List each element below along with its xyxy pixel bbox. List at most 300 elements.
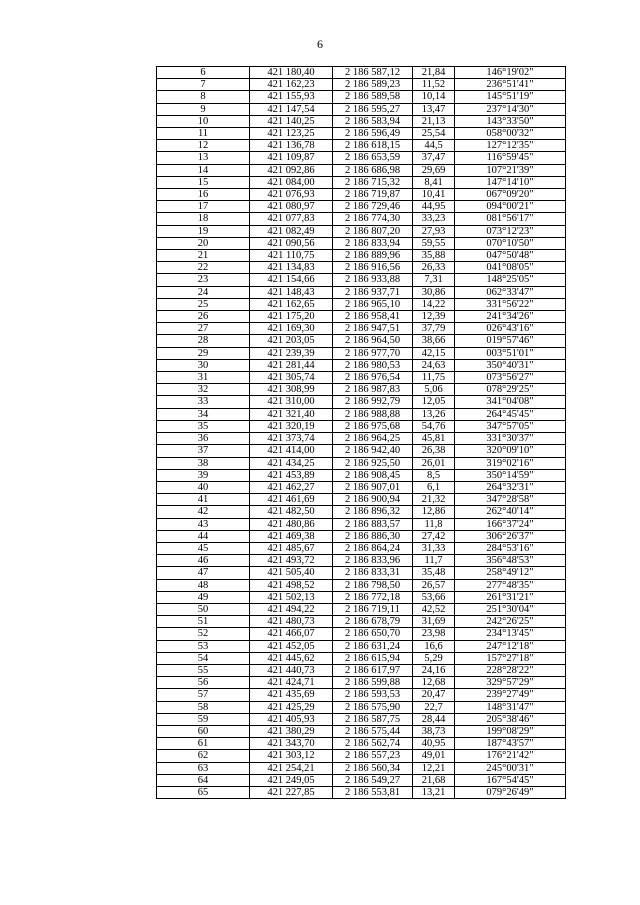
y-coordinate-cell: 2 186 715,32 xyxy=(333,176,413,188)
bearing-cell: 116°59'45" xyxy=(455,152,566,164)
x-coordinate-cell: 421 239,39 xyxy=(250,347,333,359)
x-coordinate-cell: 421 405,93 xyxy=(250,713,333,725)
distance-cell: 29,69 xyxy=(413,164,455,176)
point-number-cell: 18 xyxy=(157,213,250,225)
table-row xyxy=(157,701,566,713)
point-number-cell: 54 xyxy=(157,652,250,664)
table-row xyxy=(157,762,566,774)
bearing-cell: 187°43'57" xyxy=(455,738,566,750)
distance-cell: 24,63 xyxy=(413,359,455,371)
table-row xyxy=(157,603,566,615)
distance-cell: 44,95 xyxy=(413,201,455,213)
x-coordinate-cell: 421 136,78 xyxy=(250,140,333,152)
table-row xyxy=(157,579,566,591)
point-number-cell: 58 xyxy=(157,701,250,713)
bearing-cell: 242°26'25" xyxy=(455,616,566,628)
x-coordinate-cell: 421 498,52 xyxy=(250,579,333,591)
bearing-cell: 127°12'35" xyxy=(455,140,566,152)
y-coordinate-cell: 2 186 900,94 xyxy=(333,494,413,506)
x-coordinate-cell: 421 425,29 xyxy=(250,701,333,713)
table-row xyxy=(157,237,566,249)
distance-cell: 10,14 xyxy=(413,91,455,103)
x-coordinate-cell: 421 090,56 xyxy=(250,237,333,249)
point-number-cell: 14 xyxy=(157,164,250,176)
distance-cell: 5,06 xyxy=(413,384,455,396)
y-coordinate-cell: 2 186 883,57 xyxy=(333,518,413,530)
distance-cell: 13,47 xyxy=(413,103,455,115)
distance-cell: 30,86 xyxy=(413,286,455,298)
point-number-cell: 39 xyxy=(157,469,250,481)
y-coordinate-cell: 2 186 557,23 xyxy=(333,750,413,762)
distance-cell: 35,48 xyxy=(413,567,455,579)
table-row xyxy=(157,176,566,188)
table-row xyxy=(157,347,566,359)
point-number-cell: 31 xyxy=(157,372,250,384)
x-coordinate-cell: 421 480,73 xyxy=(250,616,333,628)
y-coordinate-cell: 2 186 589,23 xyxy=(333,79,413,91)
y-coordinate-cell: 2 186 833,96 xyxy=(333,555,413,567)
x-coordinate-cell: 421 249,05 xyxy=(250,774,333,786)
x-coordinate-cell: 421 434,25 xyxy=(250,457,333,469)
distance-cell: 6,1 xyxy=(413,481,455,493)
point-number-cell: 10 xyxy=(157,115,250,127)
point-number-cell: 28 xyxy=(157,335,250,347)
y-coordinate-cell: 2 186 596,49 xyxy=(333,128,413,140)
point-number-cell: 48 xyxy=(157,579,250,591)
point-number-cell: 38 xyxy=(157,457,250,469)
bearing-cell: 078°29'25" xyxy=(455,384,566,396)
y-coordinate-cell: 2 186 562,74 xyxy=(333,738,413,750)
point-number-cell: 63 xyxy=(157,762,250,774)
table-row xyxy=(157,433,566,445)
x-coordinate-cell: 421 305,74 xyxy=(250,372,333,384)
bearing-cell: 331°56'22" xyxy=(455,298,566,310)
table-row xyxy=(157,518,566,530)
point-number-cell: 32 xyxy=(157,384,250,396)
bearing-cell: 234°13'45" xyxy=(455,628,566,640)
x-coordinate-cell: 421 180,40 xyxy=(250,67,333,79)
distance-cell: 54,76 xyxy=(413,420,455,432)
point-number-cell: 17 xyxy=(157,201,250,213)
point-number-cell: 11 xyxy=(157,128,250,140)
table-row xyxy=(157,91,566,103)
table-row xyxy=(157,506,566,518)
point-number-cell: 23 xyxy=(157,274,250,286)
bearing-cell: 228°28'22" xyxy=(455,664,566,676)
y-coordinate-cell: 2 186 583,94 xyxy=(333,115,413,127)
point-number-cell: 30 xyxy=(157,359,250,371)
y-coordinate-cell: 2 186 807,20 xyxy=(333,225,413,237)
bearing-cell: 237°14'30" xyxy=(455,103,566,115)
y-coordinate-cell: 2 186 896,32 xyxy=(333,506,413,518)
distance-cell: 38,73 xyxy=(413,725,455,737)
point-number-cell: 45 xyxy=(157,542,250,554)
point-number-cell: 49 xyxy=(157,591,250,603)
table-row xyxy=(157,396,566,408)
bearing-cell: 277°48'35" xyxy=(455,579,566,591)
bearing-cell: 176°21'42" xyxy=(455,750,566,762)
y-coordinate-cell: 2 186 798,50 xyxy=(333,579,413,591)
bearing-cell: 058°00'32" xyxy=(455,128,566,140)
x-coordinate-cell: 421 227,85 xyxy=(250,786,333,798)
x-coordinate-cell: 421 461,69 xyxy=(250,494,333,506)
y-coordinate-cell: 2 186 980,53 xyxy=(333,359,413,371)
distance-cell: 8,5 xyxy=(413,469,455,481)
bearing-cell: 067°09'20" xyxy=(455,189,566,201)
point-number-cell: 42 xyxy=(157,506,250,518)
bearing-cell: 239°27'49" xyxy=(455,689,566,701)
bearing-cell: 251°30'04" xyxy=(455,603,566,615)
table-row xyxy=(157,286,566,298)
table-row xyxy=(157,262,566,274)
table-row xyxy=(157,189,566,201)
table-row xyxy=(157,481,566,493)
x-coordinate-cell: 421 109,87 xyxy=(250,152,333,164)
point-number-cell: 57 xyxy=(157,689,250,701)
point-number-cell: 20 xyxy=(157,237,250,249)
table-row xyxy=(157,115,566,127)
point-number-cell: 51 xyxy=(157,616,250,628)
point-number-cell: 22 xyxy=(157,262,250,274)
bearing-cell: 166°37'24" xyxy=(455,518,566,530)
bearing-cell: 026°43'16" xyxy=(455,323,566,335)
x-coordinate-cell: 421 466,07 xyxy=(250,628,333,640)
x-coordinate-cell: 421 308,99 xyxy=(250,384,333,396)
y-coordinate-cell: 2 186 653,59 xyxy=(333,152,413,164)
x-coordinate-cell: 421 469,38 xyxy=(250,530,333,542)
table-row xyxy=(157,555,566,567)
distance-cell: 21,68 xyxy=(413,774,455,786)
x-coordinate-cell: 421 175,20 xyxy=(250,311,333,323)
y-coordinate-cell: 2 186 977,70 xyxy=(333,347,413,359)
table-row xyxy=(157,786,566,798)
table-row xyxy=(157,164,566,176)
bearing-cell: 147°14'10" xyxy=(455,176,566,188)
y-coordinate-cell: 2 186 553,81 xyxy=(333,786,413,798)
point-number-cell: 36 xyxy=(157,433,250,445)
point-number-cell: 33 xyxy=(157,396,250,408)
page-number: 6 xyxy=(317,37,323,51)
distance-cell: 24,16 xyxy=(413,664,455,676)
y-coordinate-cell: 2 186 958,41 xyxy=(333,311,413,323)
point-number-cell: 62 xyxy=(157,750,250,762)
x-coordinate-cell: 421 154,66 xyxy=(250,274,333,286)
distance-cell: 21,13 xyxy=(413,115,455,127)
bearing-cell: 341°04'08" xyxy=(455,396,566,408)
y-coordinate-cell: 2 186 719,11 xyxy=(333,603,413,615)
bearing-cell: 148°31'47" xyxy=(455,701,566,713)
x-coordinate-cell: 421 380,29 xyxy=(250,725,333,737)
bearing-cell: 094°00'21" xyxy=(455,201,566,213)
table-row xyxy=(157,372,566,384)
table-row xyxy=(157,591,566,603)
distance-cell: 12,68 xyxy=(413,677,455,689)
point-number-cell: 55 xyxy=(157,664,250,676)
y-coordinate-cell: 2 186 975,68 xyxy=(333,420,413,432)
point-number-cell: 52 xyxy=(157,628,250,640)
distance-cell: 27,93 xyxy=(413,225,455,237)
bearing-cell: 261°31'21" xyxy=(455,591,566,603)
distance-cell: 16,6 xyxy=(413,640,455,652)
bearing-cell: 264°45'45" xyxy=(455,408,566,420)
distance-cell: 23,98 xyxy=(413,628,455,640)
bearing-cell: 107°21'39" xyxy=(455,164,566,176)
bearing-cell: 356°48'53" xyxy=(455,555,566,567)
distance-cell: 28,44 xyxy=(413,713,455,725)
bearing-cell: 264°32'31" xyxy=(455,481,566,493)
y-coordinate-cell: 2 186 964,50 xyxy=(333,335,413,347)
x-coordinate-cell: 421 373,74 xyxy=(250,433,333,445)
table-row xyxy=(157,457,566,469)
x-coordinate-cell: 421 084,00 xyxy=(250,176,333,188)
x-coordinate-cell: 421 076,93 xyxy=(250,189,333,201)
distance-cell: 40,95 xyxy=(413,738,455,750)
distance-cell: 31,33 xyxy=(413,542,455,554)
x-coordinate-cell: 421 480,86 xyxy=(250,518,333,530)
distance-cell: 26,38 xyxy=(413,445,455,457)
bearing-cell: 262°40'14" xyxy=(455,506,566,518)
table-row xyxy=(157,774,566,786)
x-coordinate-cell: 421 321,40 xyxy=(250,408,333,420)
coordinates-table-body xyxy=(157,67,566,799)
distance-cell: 11,75 xyxy=(413,372,455,384)
x-coordinate-cell: 421 424,71 xyxy=(250,677,333,689)
distance-cell: 12,05 xyxy=(413,396,455,408)
y-coordinate-cell: 2 186 575,90 xyxy=(333,701,413,713)
x-coordinate-cell: 421 485,67 xyxy=(250,542,333,554)
y-coordinate-cell: 2 186 833,94 xyxy=(333,237,413,249)
distance-cell: 37,47 xyxy=(413,152,455,164)
table-row xyxy=(157,67,566,79)
bearing-cell: 081°56'17" xyxy=(455,213,566,225)
distance-cell: 13,26 xyxy=(413,408,455,420)
table-row xyxy=(157,359,566,371)
bearing-cell: 350°14'59" xyxy=(455,469,566,481)
point-number-cell: 61 xyxy=(157,738,250,750)
x-coordinate-cell: 421 123,25 xyxy=(250,128,333,140)
table-row xyxy=(157,494,566,506)
x-coordinate-cell: 421 445,62 xyxy=(250,652,333,664)
point-number-cell: 34 xyxy=(157,408,250,420)
bearing-cell: 047°50'48" xyxy=(455,250,566,262)
x-coordinate-cell: 421 162,65 xyxy=(250,298,333,310)
bearing-cell: 167°54'45" xyxy=(455,774,566,786)
distance-cell: 27,42 xyxy=(413,530,455,542)
y-coordinate-cell: 2 186 678,79 xyxy=(333,616,413,628)
point-number-cell: 29 xyxy=(157,347,250,359)
table-row xyxy=(157,213,566,225)
distance-cell: 11,52 xyxy=(413,79,455,91)
bearing-cell: 331°30'37" xyxy=(455,433,566,445)
point-number-cell: 15 xyxy=(157,176,250,188)
point-number-cell: 26 xyxy=(157,311,250,323)
bearing-cell: 306°26'37" xyxy=(455,530,566,542)
y-coordinate-cell: 2 186 589,58 xyxy=(333,91,413,103)
y-coordinate-cell: 2 186 907,01 xyxy=(333,481,413,493)
point-number-cell: 46 xyxy=(157,555,250,567)
distance-cell: 5,29 xyxy=(413,652,455,664)
x-coordinate-cell: 421 310,00 xyxy=(250,396,333,408)
x-coordinate-cell: 421 162,23 xyxy=(250,79,333,91)
distance-cell: 10,41 xyxy=(413,189,455,201)
point-number-cell: 12 xyxy=(157,140,250,152)
table-row xyxy=(157,420,566,432)
bearing-cell: 329°57'29" xyxy=(455,677,566,689)
distance-cell: 49,01 xyxy=(413,750,455,762)
distance-cell: 26,33 xyxy=(413,262,455,274)
y-coordinate-cell: 2 186 599,88 xyxy=(333,677,413,689)
bearing-cell: 019°57'46" xyxy=(455,335,566,347)
bearing-cell: 041°08'05" xyxy=(455,262,566,274)
table-row xyxy=(157,152,566,164)
y-coordinate-cell: 2 186 908,45 xyxy=(333,469,413,481)
table-row xyxy=(157,79,566,91)
point-number-cell: 65 xyxy=(157,786,250,798)
point-number-cell: 16 xyxy=(157,189,250,201)
distance-cell: 37,79 xyxy=(413,323,455,335)
point-number-cell: 40 xyxy=(157,481,250,493)
y-coordinate-cell: 2 186 886,30 xyxy=(333,530,413,542)
bearing-cell: 148°25'05" xyxy=(455,274,566,286)
x-coordinate-cell: 421 281,44 xyxy=(250,359,333,371)
table-row xyxy=(157,652,566,664)
x-coordinate-cell: 421 414,00 xyxy=(250,445,333,457)
table-row xyxy=(157,628,566,640)
y-coordinate-cell: 2 186 595,27 xyxy=(333,103,413,115)
x-coordinate-cell: 421 440,73 xyxy=(250,664,333,676)
table-row xyxy=(157,640,566,652)
x-coordinate-cell: 421 452,05 xyxy=(250,640,333,652)
bearing-cell: 258°49'12" xyxy=(455,567,566,579)
x-coordinate-cell: 421 343,70 xyxy=(250,738,333,750)
y-coordinate-cell: 2 186 987,83 xyxy=(333,384,413,396)
point-number-cell: 25 xyxy=(157,298,250,310)
x-coordinate-cell: 421 134,83 xyxy=(250,262,333,274)
y-coordinate-cell: 2 186 719,87 xyxy=(333,189,413,201)
distance-cell: 38,66 xyxy=(413,335,455,347)
x-coordinate-cell: 421 320,19 xyxy=(250,420,333,432)
y-coordinate-cell: 2 186 549,27 xyxy=(333,774,413,786)
bearing-cell: 284°53'16" xyxy=(455,542,566,554)
distance-cell: 20,47 xyxy=(413,689,455,701)
table-row xyxy=(157,384,566,396)
y-coordinate-cell: 2 186 686,98 xyxy=(333,164,413,176)
x-coordinate-cell: 421 482,50 xyxy=(250,506,333,518)
table-row xyxy=(157,713,566,725)
distance-cell: 12,86 xyxy=(413,506,455,518)
point-number-cell: 56 xyxy=(157,677,250,689)
bearing-cell: 319°02'16" xyxy=(455,457,566,469)
point-number-cell: 50 xyxy=(157,603,250,615)
table-row xyxy=(157,664,566,676)
y-coordinate-cell: 2 186 575,44 xyxy=(333,725,413,737)
y-coordinate-cell: 2 186 916,56 xyxy=(333,262,413,274)
y-coordinate-cell: 2 186 617,97 xyxy=(333,664,413,676)
y-coordinate-cell: 2 186 618,15 xyxy=(333,140,413,152)
y-coordinate-cell: 2 186 937,71 xyxy=(333,286,413,298)
y-coordinate-cell: 2 186 587,12 xyxy=(333,67,413,79)
table-row xyxy=(157,335,566,347)
distance-cell: 21,32 xyxy=(413,494,455,506)
distance-cell: 25,54 xyxy=(413,128,455,140)
bearing-cell: 247°12'18" xyxy=(455,640,566,652)
distance-cell: 22,7 xyxy=(413,701,455,713)
table-row xyxy=(157,689,566,701)
point-number-cell: 13 xyxy=(157,152,250,164)
table-row xyxy=(157,750,566,762)
distance-cell: 31,69 xyxy=(413,616,455,628)
bearing-cell: 070°10'50" xyxy=(455,237,566,249)
bearing-cell: 143°33'50" xyxy=(455,115,566,127)
x-coordinate-cell: 421 505,40 xyxy=(250,567,333,579)
x-coordinate-cell: 421 462,27 xyxy=(250,481,333,493)
x-coordinate-cell: 421 303,12 xyxy=(250,750,333,762)
point-number-cell: 53 xyxy=(157,640,250,652)
table-row xyxy=(157,542,566,554)
bearing-cell: 205°38'46" xyxy=(455,713,566,725)
y-coordinate-cell: 2 186 650,70 xyxy=(333,628,413,640)
point-number-cell: 7 xyxy=(157,79,250,91)
y-coordinate-cell: 2 186 729,46 xyxy=(333,201,413,213)
y-coordinate-cell: 2 186 925,50 xyxy=(333,457,413,469)
distance-cell: 11,8 xyxy=(413,518,455,530)
x-coordinate-cell: 421 148,43 xyxy=(250,286,333,298)
point-number-cell: 44 xyxy=(157,530,250,542)
distance-cell: 45,81 xyxy=(413,433,455,445)
x-coordinate-cell: 421 140,25 xyxy=(250,115,333,127)
table-row xyxy=(157,140,566,152)
y-coordinate-cell: 2 186 942,40 xyxy=(333,445,413,457)
y-coordinate-cell: 2 186 889,96 xyxy=(333,250,413,262)
x-coordinate-cell: 421 155,93 xyxy=(250,91,333,103)
bearing-cell: 073°12'23" xyxy=(455,225,566,237)
bearing-cell: 079°26'49" xyxy=(455,786,566,798)
x-coordinate-cell: 421 493,72 xyxy=(250,555,333,567)
bearing-cell: 347°28'58" xyxy=(455,494,566,506)
bearing-cell: 003°51'01" xyxy=(455,347,566,359)
distance-cell: 11,7 xyxy=(413,555,455,567)
point-number-cell: 64 xyxy=(157,774,250,786)
bearing-cell: 320°09'10" xyxy=(455,445,566,457)
x-coordinate-cell: 421 435,69 xyxy=(250,689,333,701)
x-coordinate-cell: 421 147,54 xyxy=(250,103,333,115)
x-coordinate-cell: 421 453,89 xyxy=(250,469,333,481)
table-row xyxy=(157,298,566,310)
x-coordinate-cell: 421 080,97 xyxy=(250,201,333,213)
table-row xyxy=(157,530,566,542)
bearing-cell: 146°19'02" xyxy=(455,67,566,79)
point-number-cell: 6 xyxy=(157,67,250,79)
y-coordinate-cell: 2 186 587,75 xyxy=(333,713,413,725)
bearing-cell: 241°34'26" xyxy=(455,311,566,323)
x-coordinate-cell: 421 254,21 xyxy=(250,762,333,774)
y-coordinate-cell: 2 186 864,24 xyxy=(333,542,413,554)
bearing-cell: 350°40'31" xyxy=(455,359,566,371)
y-coordinate-cell: 2 186 965,10 xyxy=(333,298,413,310)
y-coordinate-cell: 2 186 976,54 xyxy=(333,372,413,384)
point-number-cell: 19 xyxy=(157,225,250,237)
y-coordinate-cell: 2 186 933,88 xyxy=(333,274,413,286)
distance-cell: 33,23 xyxy=(413,213,455,225)
point-number-cell: 9 xyxy=(157,103,250,115)
table-row xyxy=(157,677,566,689)
point-number-cell: 43 xyxy=(157,518,250,530)
bearing-cell: 347°57'05" xyxy=(455,420,566,432)
y-coordinate-cell: 2 186 947,51 xyxy=(333,323,413,335)
distance-cell: 35,88 xyxy=(413,250,455,262)
y-coordinate-cell: 2 186 631,24 xyxy=(333,640,413,652)
distance-cell: 53,66 xyxy=(413,591,455,603)
